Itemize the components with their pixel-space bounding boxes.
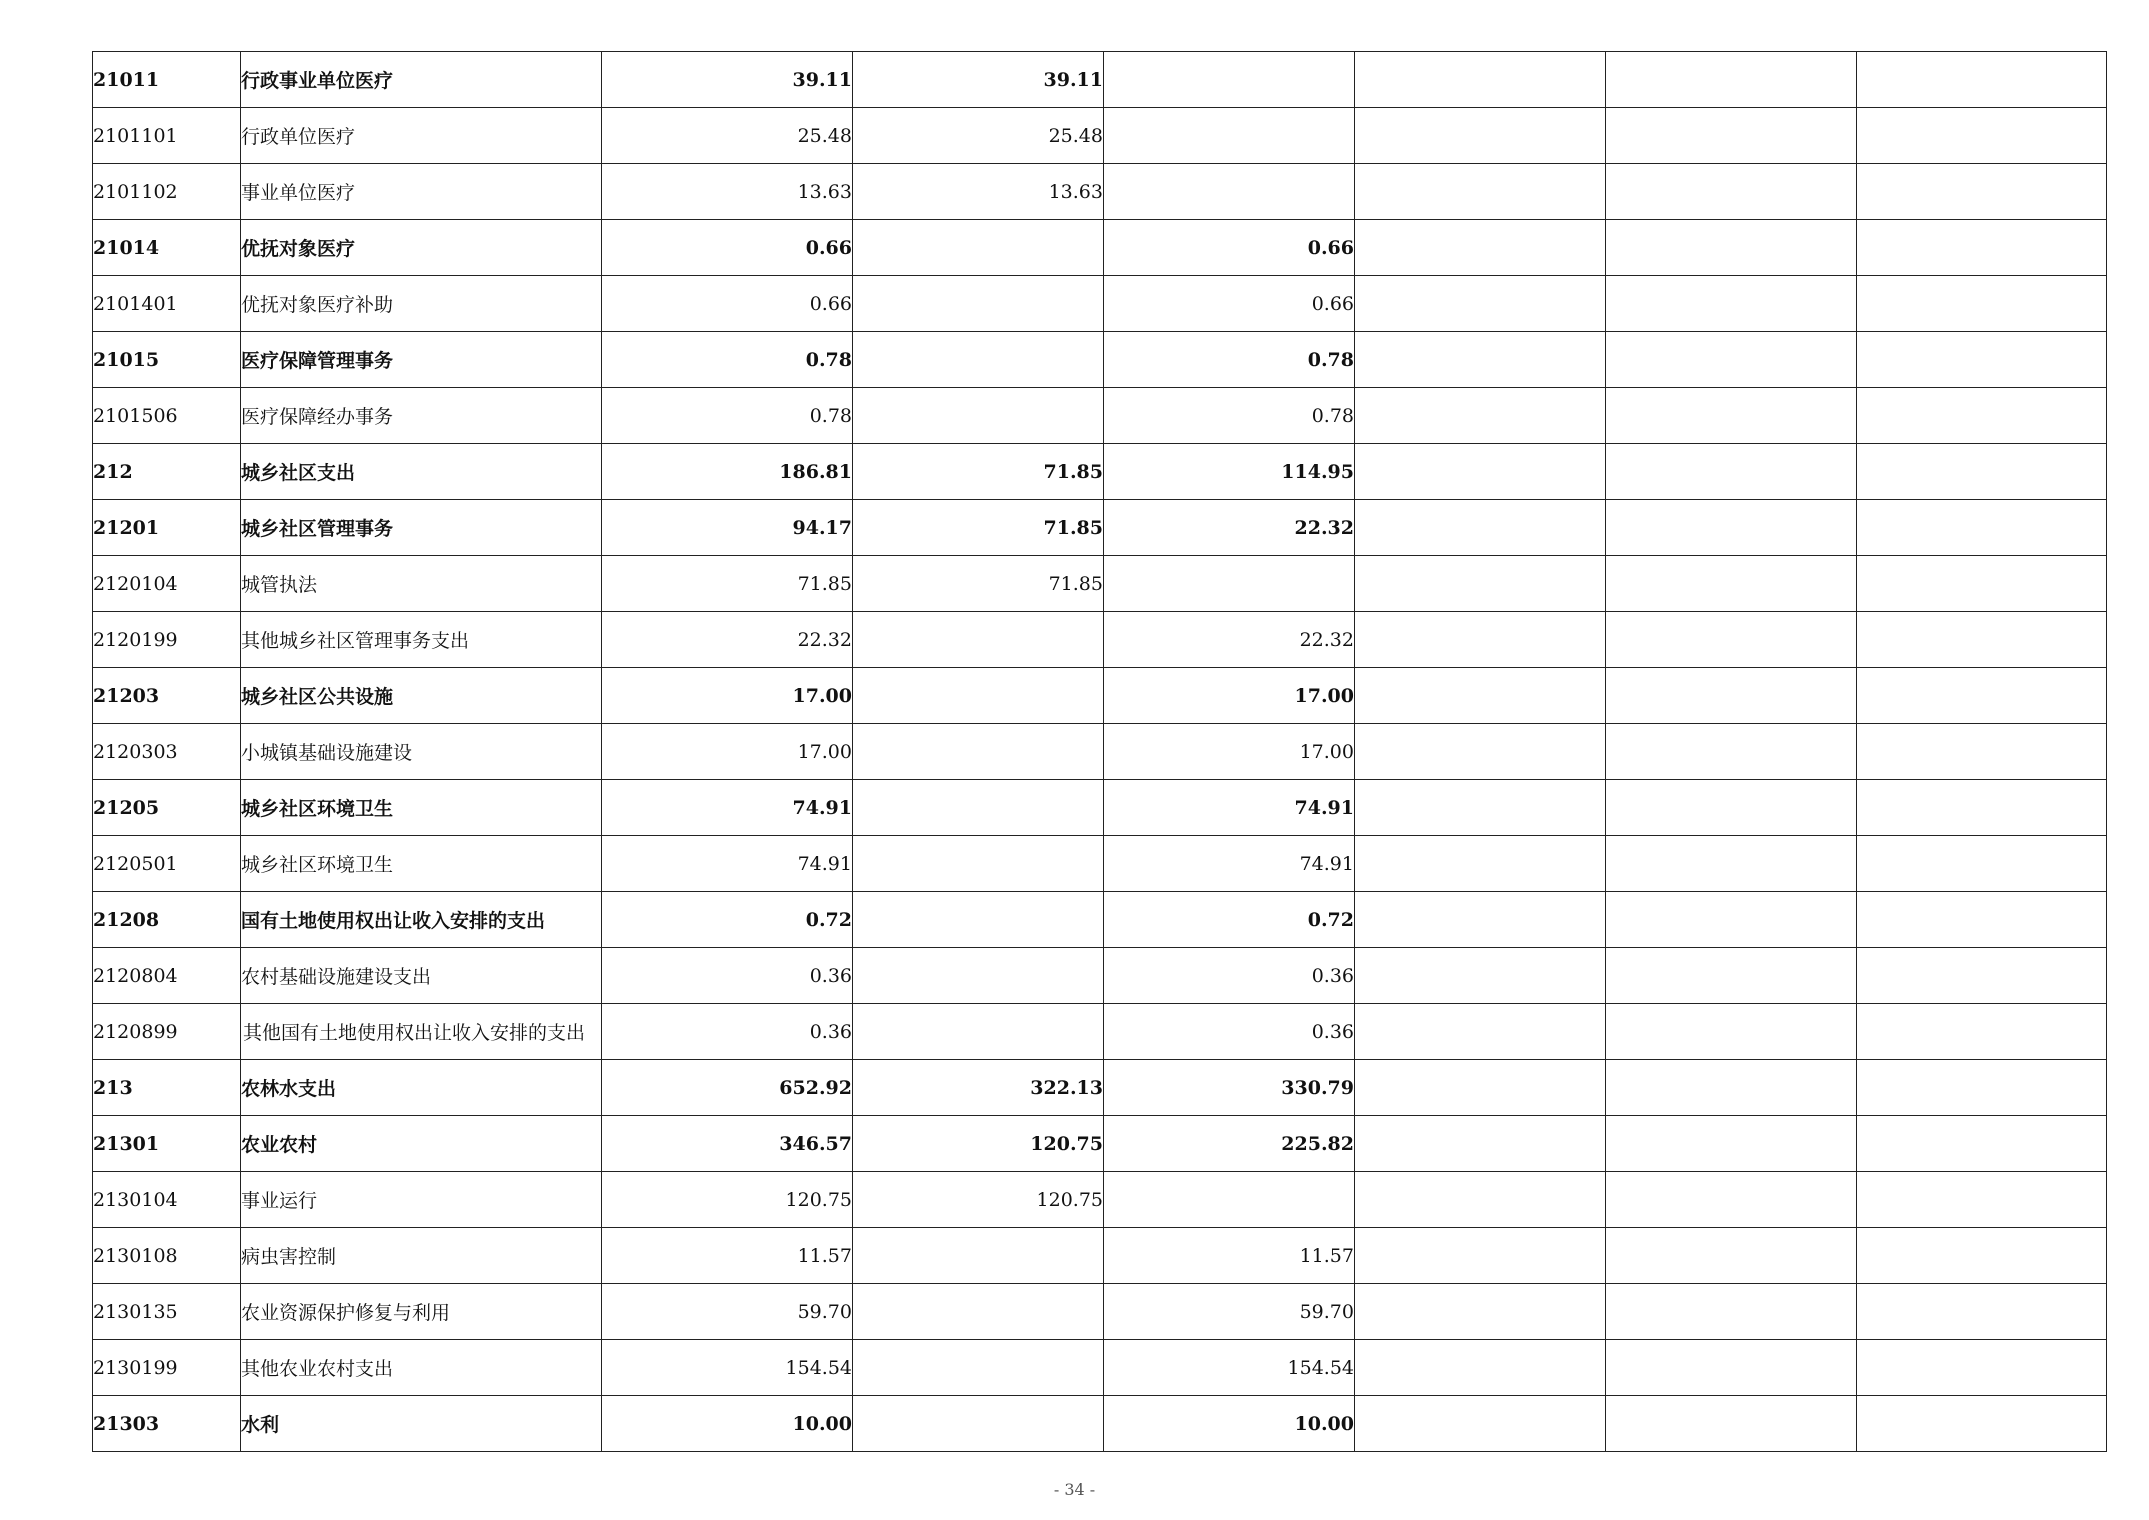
project-expenditure-cell: 17.00 xyxy=(1104,668,1355,724)
table-row xyxy=(93,276,2107,332)
empty-cell xyxy=(1606,892,1857,948)
empty-cell xyxy=(1355,780,1606,836)
page-number: - 34 - xyxy=(1053,1480,1096,1499)
empty-cell xyxy=(1355,220,1606,276)
project-expenditure-cell: 0.36 xyxy=(1104,948,1355,1004)
function-name-cell: 国有土地使用权出让收入安排的支出 xyxy=(241,892,602,948)
project-expenditure-cell: 330.79 xyxy=(1104,1060,1355,1116)
empty-cell xyxy=(1355,892,1606,948)
empty-cell xyxy=(1857,1340,2107,1396)
total-amount-cell: 10.00 xyxy=(602,1396,853,1452)
project-expenditure-cell: 22.32 xyxy=(1104,612,1355,668)
function-code-cell: 2101102 xyxy=(93,164,241,220)
function-name-cell: 其他农业农村支出 xyxy=(241,1340,602,1396)
empty-cell xyxy=(1857,52,2107,108)
total-amount-cell: 0.36 xyxy=(602,1004,853,1060)
empty-cell xyxy=(1857,836,2107,892)
basic-expenditure-cell xyxy=(853,780,1104,836)
empty-cell xyxy=(1606,1340,1857,1396)
project-expenditure-cell: 114.95 xyxy=(1104,444,1355,500)
empty-cell xyxy=(1606,1060,1857,1116)
function-code-cell: 2120199 xyxy=(93,612,241,668)
empty-cell xyxy=(1857,780,2107,836)
project-expenditure-cell: 0.66 xyxy=(1104,276,1355,332)
empty-cell xyxy=(1355,1060,1606,1116)
table-row xyxy=(93,1172,2107,1228)
empty-cell xyxy=(1355,1396,1606,1452)
table-row xyxy=(93,948,2107,1004)
empty-cell xyxy=(1355,164,1606,220)
function-name-cell: 城乡社区环境卫生 xyxy=(241,780,602,836)
function-code-cell: 21301 xyxy=(93,1116,241,1172)
project-expenditure-cell: 0.36 xyxy=(1104,1004,1355,1060)
function-code-cell: 21014 xyxy=(93,220,241,276)
total-amount-cell: 13.63 xyxy=(602,164,853,220)
table-row xyxy=(93,164,2107,220)
basic-expenditure-cell: 71.85 xyxy=(853,500,1104,556)
empty-cell xyxy=(1606,220,1857,276)
table-row xyxy=(93,1396,2107,1452)
function-code-cell: 2130135 xyxy=(93,1284,241,1340)
project-expenditure-cell: 59.70 xyxy=(1104,1284,1355,1340)
empty-cell xyxy=(1857,388,2107,444)
table-row xyxy=(93,1116,2107,1172)
project-expenditure-cell: 10.00 xyxy=(1104,1396,1355,1452)
function-code-cell: 2101401 xyxy=(93,276,241,332)
basic-expenditure-cell: 322.13 xyxy=(853,1060,1104,1116)
total-amount-cell: 0.72 xyxy=(602,892,853,948)
empty-cell xyxy=(1606,836,1857,892)
function-code-cell: 2130199 xyxy=(93,1340,241,1396)
table-row xyxy=(93,780,2107,836)
function-name-cell: 水利 xyxy=(241,1396,602,1452)
basic-expenditure-cell xyxy=(853,668,1104,724)
empty-cell xyxy=(1606,388,1857,444)
empty-cell xyxy=(1355,52,1606,108)
empty-cell xyxy=(1857,220,2107,276)
empty-cell xyxy=(1355,388,1606,444)
function-name-cell: 农业资源保护修复与利用 xyxy=(241,1284,602,1340)
total-amount-cell: 74.91 xyxy=(602,836,853,892)
total-amount-cell: 11.57 xyxy=(602,1228,853,1284)
function-code-cell: 2120804 xyxy=(93,948,241,1004)
function-name-cell: 城乡社区管理事务 xyxy=(241,500,602,556)
table-row xyxy=(93,220,2107,276)
table-row xyxy=(93,724,2107,780)
project-expenditure-cell xyxy=(1104,52,1355,108)
empty-cell xyxy=(1857,108,2107,164)
function-name-cell: 事业运行 xyxy=(241,1172,602,1228)
total-amount-cell: 22.32 xyxy=(602,612,853,668)
project-expenditure-cell xyxy=(1104,556,1355,612)
empty-cell xyxy=(1606,1004,1857,1060)
total-amount-cell: 652.92 xyxy=(602,1060,853,1116)
empty-cell xyxy=(1857,556,2107,612)
function-code-cell: 21205 xyxy=(93,780,241,836)
basic-expenditure-cell: 120.75 xyxy=(853,1172,1104,1228)
table-row xyxy=(93,1284,2107,1340)
function-code-cell: 21203 xyxy=(93,668,241,724)
project-expenditure-cell: 0.66 xyxy=(1104,220,1355,276)
function-name-cell: 优抚对象医疗补助 xyxy=(241,276,602,332)
empty-cell xyxy=(1857,612,2107,668)
function-name-cell: 事业单位医疗 xyxy=(241,164,602,220)
total-amount-cell: 17.00 xyxy=(602,724,853,780)
table-row xyxy=(93,556,2107,612)
project-expenditure-cell xyxy=(1104,164,1355,220)
table-row xyxy=(93,668,2107,724)
empty-cell xyxy=(1857,332,2107,388)
function-name-cell: 城乡社区支出 xyxy=(241,444,602,500)
function-name-cell: 农村基础设施建设支出 xyxy=(241,948,602,1004)
project-expenditure-cell: 0.78 xyxy=(1104,332,1355,388)
empty-cell xyxy=(1355,836,1606,892)
function-name-cell: 城管执法 xyxy=(241,556,602,612)
empty-cell xyxy=(1355,1228,1606,1284)
empty-cell xyxy=(1606,1228,1857,1284)
basic-expenditure-cell: 71.85 xyxy=(853,556,1104,612)
table-body xyxy=(93,52,2107,1452)
basic-expenditure-cell xyxy=(853,1396,1104,1452)
project-expenditure-cell xyxy=(1104,1172,1355,1228)
table-row xyxy=(93,1340,2107,1396)
basic-expenditure-cell xyxy=(853,220,1104,276)
function-code-cell: 2130108 xyxy=(93,1228,241,1284)
project-expenditure-cell: 154.54 xyxy=(1104,1340,1355,1396)
basic-expenditure-cell xyxy=(853,1228,1104,1284)
total-amount-cell: 25.48 xyxy=(602,108,853,164)
function-code-cell: 2120899 xyxy=(93,1004,241,1060)
basic-expenditure-cell xyxy=(853,612,1104,668)
project-expenditure-cell: 74.91 xyxy=(1104,836,1355,892)
empty-cell xyxy=(1857,1284,2107,1340)
table-row xyxy=(93,1060,2107,1116)
empty-cell xyxy=(1857,164,2107,220)
function-name-cell: 其他国有土地使用权出让收入安排的支出 xyxy=(241,1004,602,1060)
function-name-cell: 城乡社区公共设施 xyxy=(241,668,602,724)
total-amount-cell: 0.78 xyxy=(602,388,853,444)
empty-cell xyxy=(1355,444,1606,500)
basic-expenditure-cell xyxy=(853,1284,1104,1340)
basic-expenditure-cell xyxy=(853,892,1104,948)
function-code-cell: 2120104 xyxy=(93,556,241,612)
total-amount-cell: 39.11 xyxy=(602,52,853,108)
empty-cell xyxy=(1606,780,1857,836)
empty-cell xyxy=(1355,948,1606,1004)
table-row xyxy=(93,836,2107,892)
table-row xyxy=(93,108,2107,164)
basic-expenditure-cell xyxy=(853,1004,1104,1060)
function-name-cell: 行政事业单位医疗 xyxy=(241,52,602,108)
basic-expenditure-cell xyxy=(853,332,1104,388)
basic-expenditure-cell: 39.11 xyxy=(853,52,1104,108)
function-code-cell: 2120501 xyxy=(93,836,241,892)
project-expenditure-cell: 22.32 xyxy=(1104,500,1355,556)
total-amount-cell: 120.75 xyxy=(602,1172,853,1228)
empty-cell xyxy=(1355,1116,1606,1172)
empty-cell xyxy=(1606,668,1857,724)
project-expenditure-cell: 11.57 xyxy=(1104,1228,1355,1284)
empty-cell xyxy=(1606,332,1857,388)
function-code-cell: 2120303 xyxy=(93,724,241,780)
empty-cell xyxy=(1355,1340,1606,1396)
function-code-cell: 21208 xyxy=(93,892,241,948)
function-code-cell: 2101506 xyxy=(93,388,241,444)
function-code-cell: 21011 xyxy=(93,52,241,108)
empty-cell xyxy=(1606,556,1857,612)
function-name-cell: 病虫害控制 xyxy=(241,1228,602,1284)
empty-cell xyxy=(1857,948,2107,1004)
function-name-cell: 农林水支出 xyxy=(241,1060,602,1116)
empty-cell xyxy=(1606,164,1857,220)
empty-cell xyxy=(1606,612,1857,668)
total-amount-cell: 59.70 xyxy=(602,1284,853,1340)
table-row xyxy=(93,52,2107,108)
empty-cell xyxy=(1857,1004,2107,1060)
project-expenditure-cell: 225.82 xyxy=(1104,1116,1355,1172)
table-row xyxy=(93,612,2107,668)
table-row xyxy=(93,388,2107,444)
empty-cell xyxy=(1606,276,1857,332)
function-code-cell: 2101101 xyxy=(93,108,241,164)
function-code-cell: 212 xyxy=(93,444,241,500)
function-code-cell: 2130104 xyxy=(93,1172,241,1228)
empty-cell xyxy=(1857,1396,2107,1452)
project-expenditure-cell: 74.91 xyxy=(1104,780,1355,836)
empty-cell xyxy=(1606,948,1857,1004)
table-row xyxy=(93,1228,2107,1284)
function-code-cell: 21201 xyxy=(93,500,241,556)
total-amount-cell: 74.91 xyxy=(602,780,853,836)
function-name-cell: 小城镇基础设施建设 xyxy=(241,724,602,780)
empty-cell xyxy=(1355,1172,1606,1228)
empty-cell xyxy=(1355,1284,1606,1340)
total-amount-cell: 186.81 xyxy=(602,444,853,500)
project-expenditure-cell xyxy=(1104,108,1355,164)
empty-cell xyxy=(1857,1172,2107,1228)
empty-cell xyxy=(1606,1116,1857,1172)
total-amount-cell: 0.78 xyxy=(602,332,853,388)
empty-cell xyxy=(1355,108,1606,164)
project-expenditure-cell: 0.78 xyxy=(1104,388,1355,444)
empty-cell xyxy=(1355,500,1606,556)
project-expenditure-cell: 0.72 xyxy=(1104,892,1355,948)
total-amount-cell: 154.54 xyxy=(602,1340,853,1396)
total-amount-cell: 94.17 xyxy=(602,500,853,556)
empty-cell xyxy=(1857,892,2107,948)
function-code-cell: 21303 xyxy=(93,1396,241,1452)
empty-cell xyxy=(1857,724,2107,780)
empty-cell xyxy=(1857,500,2107,556)
empty-cell xyxy=(1606,724,1857,780)
empty-cell xyxy=(1857,1228,2107,1284)
empty-cell xyxy=(1606,1284,1857,1340)
function-code-cell: 21015 xyxy=(93,332,241,388)
empty-cell xyxy=(1606,1396,1857,1452)
function-name-cell: 农业农村 xyxy=(241,1116,602,1172)
empty-cell xyxy=(1606,1172,1857,1228)
function-name-cell: 其他城乡社区管理事务支出 xyxy=(241,612,602,668)
basic-expenditure-cell xyxy=(853,836,1104,892)
empty-cell xyxy=(1355,332,1606,388)
project-expenditure-cell: 17.00 xyxy=(1104,724,1355,780)
table-row xyxy=(93,444,2107,500)
basic-expenditure-cell xyxy=(853,388,1104,444)
total-amount-cell: 0.36 xyxy=(602,948,853,1004)
basic-expenditure-cell xyxy=(853,948,1104,1004)
budget-expenditure-table xyxy=(92,51,2107,1452)
empty-cell xyxy=(1355,612,1606,668)
table-row xyxy=(93,500,2107,556)
empty-cell xyxy=(1857,276,2107,332)
empty-cell xyxy=(1355,1004,1606,1060)
empty-cell xyxy=(1606,500,1857,556)
function-code-cell: 213 xyxy=(93,1060,241,1116)
table-row xyxy=(93,892,2107,948)
total-amount-cell: 0.66 xyxy=(602,220,853,276)
basic-expenditure-cell: 71.85 xyxy=(853,444,1104,500)
function-name-cell: 医疗保障经办事务 xyxy=(241,388,602,444)
function-name-cell: 医疗保障管理事务 xyxy=(241,332,602,388)
empty-cell xyxy=(1857,1116,2107,1172)
empty-cell xyxy=(1606,52,1857,108)
empty-cell xyxy=(1355,276,1606,332)
table-row xyxy=(93,1004,2107,1060)
empty-cell xyxy=(1606,108,1857,164)
function-name-cell: 城乡社区环境卫生 xyxy=(241,836,602,892)
basic-expenditure-cell xyxy=(853,724,1104,780)
total-amount-cell: 71.85 xyxy=(602,556,853,612)
basic-expenditure-cell: 120.75 xyxy=(853,1116,1104,1172)
function-name-cell: 行政单位医疗 xyxy=(241,108,602,164)
empty-cell xyxy=(1355,556,1606,612)
basic-expenditure-cell xyxy=(853,1340,1104,1396)
basic-expenditure-cell: 13.63 xyxy=(853,164,1104,220)
total-amount-cell: 346.57 xyxy=(602,1116,853,1172)
empty-cell xyxy=(1355,724,1606,780)
empty-cell xyxy=(1355,668,1606,724)
empty-cell xyxy=(1606,444,1857,500)
function-name-cell: 优抚对象医疗 xyxy=(241,220,602,276)
empty-cell xyxy=(1857,444,2107,500)
total-amount-cell: 0.66 xyxy=(602,276,853,332)
empty-cell xyxy=(1857,1060,2107,1116)
empty-cell xyxy=(1857,668,2107,724)
basic-expenditure-cell xyxy=(853,276,1104,332)
table-row xyxy=(93,332,2107,388)
basic-expenditure-cell: 25.48 xyxy=(853,108,1104,164)
total-amount-cell: 17.00 xyxy=(602,668,853,724)
